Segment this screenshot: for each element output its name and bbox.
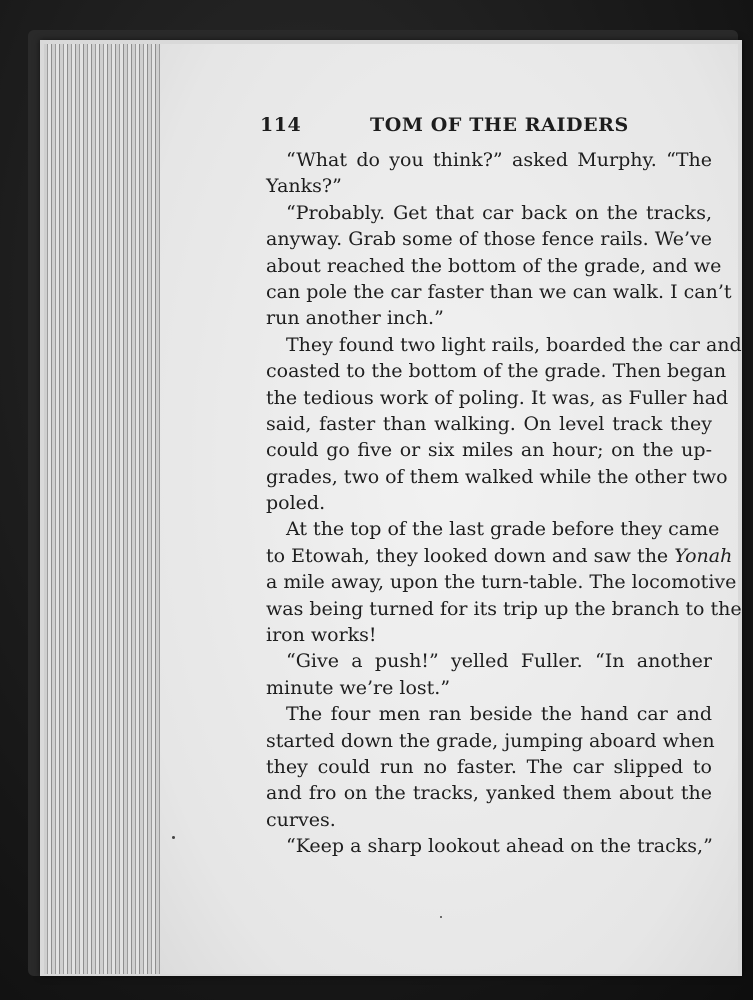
text-line: “Probably. Get that car back on the tracks,: [286, 201, 712, 224]
text-line: The four men ran beside the hand car and: [286, 703, 712, 726]
page-number: 114: [260, 114, 302, 136]
italic-word: Yonah: [674, 544, 733, 567]
text-line: [266, 543, 733, 569]
text-line: “What do you think?” asked Murphy. “The: [286, 149, 712, 171]
page-edges-stack: [44, 44, 162, 974]
page-speck: [172, 836, 175, 839]
text-line: said, faster than walking. On level track they: [266, 412, 712, 435]
text-line: they could run no faster. The car slipped to: [266, 755, 712, 778]
text-line: At the top of the last grade before they came: [286, 518, 720, 541]
text-line: can pole the car faster than we can walk. I can’t: [266, 280, 732, 303]
text-line: coasted to the bottom of the grade. Then began: [266, 360, 727, 383]
text-line: the tedious work of poling. It was, as Fuller had: [266, 386, 729, 409]
text-line: about reached the bottom of the grade, and we: [266, 254, 722, 277]
text-line: “Give a push!” yelled Fuller. “In another: [286, 650, 712, 673]
running-head-title: TOM OF THE RAIDERS: [370, 114, 629, 136]
text-line: grades, two of them walked while the other two: [266, 465, 728, 488]
text-line: minute we’re lost.”: [266, 676, 451, 699]
running-head: [260, 114, 710, 142]
text-body: [266, 147, 742, 860]
text-line: curves.: [266, 808, 336, 831]
text-line: “Keep a sharp lookout ahead on the tracks,”: [286, 835, 713, 858]
text-line: could go five or six miles an hour; on the up-: [266, 439, 712, 462]
text-line: poled.: [266, 492, 326, 515]
text-line: and fro on the tracks, yanked them about the: [266, 782, 712, 805]
text-line: They found two light rails, boarded the car and: [286, 333, 742, 356]
text-line: started down the grade, jumping aboard when: [266, 729, 715, 752]
text-line: iron works!: [266, 624, 377, 647]
book-page: [160, 44, 742, 974]
text-line: was being turned for its trip up the branch to the: [266, 597, 742, 620]
text-line: Yanks?”: [266, 175, 342, 198]
text-line: a mile away, upon the turn-table. The locomotive: [266, 571, 737, 594]
text-line: anyway. Grab some of those fence rails. We’ve: [266, 228, 712, 251]
page-speck: [440, 916, 442, 918]
text-span: to Etowah, they looked down and saw the: [266, 544, 675, 567]
text-line: run another inch.”: [266, 307, 444, 330]
